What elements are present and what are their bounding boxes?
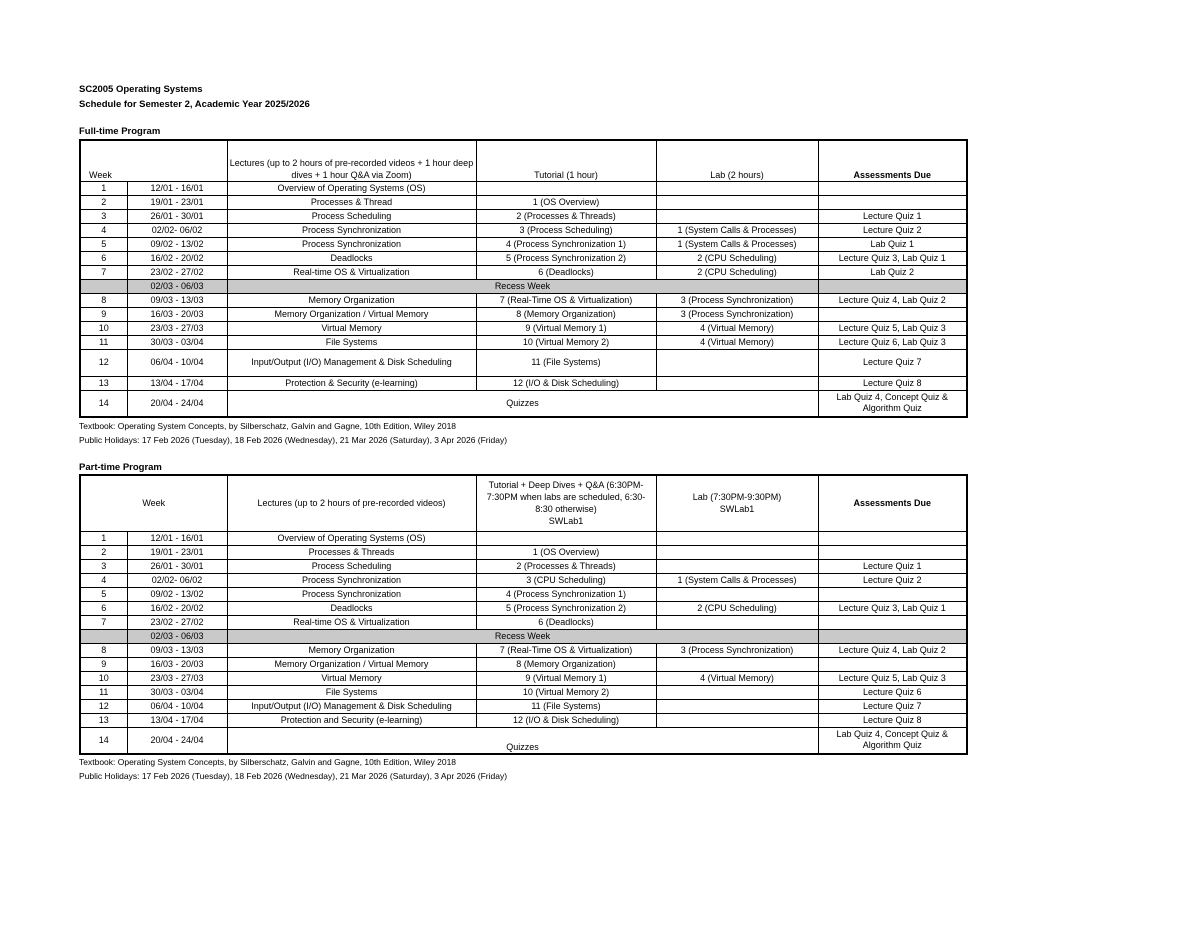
assessment-cell bbox=[818, 587, 967, 601]
table-row bbox=[80, 657, 967, 671]
lab-cell: 1 (System Calls & Processes) bbox=[656, 223, 818, 237]
table-row bbox=[80, 321, 967, 335]
recess-row bbox=[80, 629, 967, 643]
table-row bbox=[80, 349, 967, 376]
parttime-program-label: Part-time Program bbox=[79, 462, 162, 473]
table-row bbox=[80, 587, 967, 601]
assessment-cell: Lecture Quiz 1 bbox=[818, 209, 967, 223]
lecture-cell: Processes & Thread bbox=[227, 195, 476, 209]
assessment-cell bbox=[818, 531, 967, 545]
lab-cell bbox=[656, 545, 818, 559]
week-header: Week bbox=[80, 475, 227, 531]
tutorial-cell: 4 (Process Synchronization 1) bbox=[476, 237, 656, 251]
week-number-cell: 5 bbox=[80, 237, 127, 251]
schedule-title: Schedule for Semester 2, Academic Year 2025/2026 bbox=[79, 99, 310, 110]
recess-week-label: Recess Week bbox=[227, 629, 818, 643]
lab-cell bbox=[656, 587, 818, 601]
assessment-cell: Lecture Quiz 5, Lab Quiz 3 bbox=[818, 671, 967, 685]
week-number-cell: 3 bbox=[80, 209, 127, 223]
table-row bbox=[80, 713, 967, 727]
week-number-cell: 8 bbox=[80, 643, 127, 657]
week-number-cell: 2 bbox=[80, 195, 127, 209]
lecture-cell: Overview of Operating Systems (OS) bbox=[227, 181, 476, 195]
week-number-cell bbox=[80, 279, 127, 293]
week-number-cell: 9 bbox=[80, 657, 127, 671]
date-range-cell: 30/03 - 03/04 bbox=[127, 685, 227, 699]
date-range-cell: 06/04 - 10/04 bbox=[127, 699, 227, 713]
lab-cell: 4 (Virtual Memory) bbox=[656, 321, 818, 335]
lab-cell: 1 (System Calls & Processes) bbox=[656, 237, 818, 251]
tutorial-cell: 10 (Virtual Memory 2) bbox=[476, 335, 656, 349]
lab-header: Lab (2 hours) bbox=[656, 140, 818, 181]
date-range-cell: 19/01 - 23/01 bbox=[127, 195, 227, 209]
week-number-cell: 13 bbox=[80, 376, 127, 390]
parttime-textbook-note: Textbook: Operating System Concepts, by Silberschatz, Galvin and Gagne, 10th Edition, Wiley 2018 bbox=[79, 757, 457, 767]
tutorial-cell: 1 (OS Overview) bbox=[476, 195, 656, 209]
lecture-cell: Memory Organization / Virtual Memory bbox=[227, 657, 476, 671]
lab-cell bbox=[656, 657, 818, 671]
assessment-cell: Lecture Quiz 5, Lab Quiz 3 bbox=[818, 321, 967, 335]
parttime-schedule-body bbox=[80, 531, 967, 754]
date-range-cell: 20/04 - 24/04 bbox=[127, 390, 227, 417]
parttime-header-row bbox=[80, 475, 967, 531]
fulltime-schedule-table bbox=[79, 139, 968, 418]
table-row bbox=[80, 727, 967, 754]
tutorial-cell: 4 (Process Synchronization 1) bbox=[476, 587, 656, 601]
lecture-cell: Virtual Memory bbox=[227, 671, 476, 685]
lab-cell: 1 (System Calls & Processes) bbox=[656, 573, 818, 587]
date-range-cell: 12/01 - 16/01 bbox=[127, 181, 227, 195]
week-number-cell: 1 bbox=[80, 181, 127, 195]
lab-cell bbox=[656, 713, 818, 727]
date-range-cell: 12/01 - 16/01 bbox=[127, 531, 227, 545]
date-range-cell: 09/02 - 13/02 bbox=[127, 587, 227, 601]
table-row bbox=[80, 237, 967, 251]
table-row bbox=[80, 699, 967, 713]
table-row bbox=[80, 531, 967, 545]
fulltime-textbook-note: Textbook: Operating System Concepts, by Silberschatz, Galvin and Gagne, 10th Edition, Wiley 2018 bbox=[79, 421, 457, 431]
tutorial-cell: 8 (Memory Organization) bbox=[476, 307, 656, 321]
tutorial-cell: 6 (Deadlocks) bbox=[476, 615, 656, 629]
week-number-cell: 4 bbox=[80, 573, 127, 587]
lab-room: SWLab1 bbox=[719, 504, 755, 515]
table-row bbox=[80, 181, 967, 195]
tutorial-cell: 12 (I/O & Disk Scheduling) bbox=[476, 376, 656, 390]
date-range-cell: 19/01 - 23/01 bbox=[127, 545, 227, 559]
assessment-cell bbox=[818, 657, 967, 671]
lecture-cell: Memory Organization bbox=[227, 643, 476, 657]
table-row bbox=[80, 376, 967, 390]
assessment-cell: Lecture Quiz 8 bbox=[818, 376, 967, 390]
week-header: Week bbox=[80, 140, 227, 181]
assessment-cell bbox=[818, 545, 967, 559]
lectures-header: Lectures (up to 2 hours of pre-recorded videos + 1 hour deep dives + 1 hour Q&A via Zoom) bbox=[227, 140, 476, 181]
date-range-cell: 02/03 - 06/03 bbox=[127, 279, 227, 293]
date-range-cell: 23/02 - 27/02 bbox=[127, 615, 227, 629]
lecture-cell: Input/Output (I/O) Management & Disk Scheduling bbox=[227, 699, 476, 713]
date-range-cell: 23/02 - 27/02 bbox=[127, 265, 227, 279]
table-row bbox=[80, 390, 967, 417]
table-row bbox=[80, 195, 967, 209]
lab-header bbox=[656, 475, 818, 531]
assessment-cell: Lecture Quiz 4, Lab Quiz 2 bbox=[818, 293, 967, 307]
lecture-cell: File Systems bbox=[227, 335, 476, 349]
lab-cell bbox=[656, 699, 818, 713]
tutorial-cell: 3 (CPU Scheduling) bbox=[476, 573, 656, 587]
week-number-cell: 11 bbox=[80, 685, 127, 699]
date-range-cell: 20/04 - 24/04 bbox=[127, 727, 227, 754]
table-row bbox=[80, 335, 967, 349]
date-range-cell: 16/03 - 20/03 bbox=[127, 657, 227, 671]
tutorial-cell: 1 (OS Overview) bbox=[476, 545, 656, 559]
assessment-cell: Lecture Quiz 2 bbox=[818, 223, 967, 237]
week-number-cell: 4 bbox=[80, 223, 127, 237]
lab-cell bbox=[656, 349, 818, 376]
assessment-cell: Lab Quiz 4, Concept Quiz & Algorithm Quiz bbox=[818, 390, 967, 417]
lecture-cell: Real-time OS & Virtualization bbox=[227, 615, 476, 629]
week-number-cell bbox=[80, 629, 127, 643]
course-title: SC2005 Operating Systems bbox=[79, 84, 203, 95]
lab-cell: 2 (CPU Scheduling) bbox=[656, 265, 818, 279]
table-row bbox=[80, 685, 967, 699]
date-range-cell: 26/01 - 30/01 bbox=[127, 559, 227, 573]
assessment-cell: Lecture Quiz 3, Lab Quiz 1 bbox=[818, 251, 967, 265]
week-number-cell: 12 bbox=[80, 699, 127, 713]
table-row bbox=[80, 545, 967, 559]
week-number-cell: 10 bbox=[80, 671, 127, 685]
week-number-cell: 3 bbox=[80, 559, 127, 573]
table-row bbox=[80, 615, 967, 629]
assessments-header: Assessments Due bbox=[818, 140, 967, 181]
recess-week-label: Recess Week bbox=[227, 279, 818, 293]
assessment-cell bbox=[818, 615, 967, 629]
lab-cell bbox=[656, 531, 818, 545]
tutorial-cell: 7 (Real-Time OS & Virtualization) bbox=[476, 293, 656, 307]
tutorial-cell: 3 (Process Scheduling) bbox=[476, 223, 656, 237]
tutorial-room: SWLab1 bbox=[548, 516, 584, 527]
date-range-cell: 09/03 - 13/03 bbox=[127, 643, 227, 657]
assessment-cell bbox=[818, 307, 967, 321]
lecture-cell: Deadlocks bbox=[227, 601, 476, 615]
week-number-cell: 10 bbox=[80, 321, 127, 335]
week-number-cell: 14 bbox=[80, 727, 127, 754]
assessment-cell: Lecture Quiz 4, Lab Quiz 2 bbox=[818, 643, 967, 657]
tutorial-header-text: Tutorial + Deep Dives + Q&A (6:30PM-7:30PM when labs are scheduled, 6:30-8:30 otherwise) bbox=[486, 480, 646, 515]
lab-cell: 2 (CPU Scheduling) bbox=[656, 251, 818, 265]
assessment-cell: Lab Quiz 1 bbox=[818, 237, 967, 251]
assessment-cell: Lecture Quiz 7 bbox=[818, 349, 967, 376]
lab-cell bbox=[656, 685, 818, 699]
assessment-cell: Lecture Quiz 8 bbox=[818, 713, 967, 727]
week-number-cell: 13 bbox=[80, 713, 127, 727]
date-range-cell: 02/03 - 06/03 bbox=[127, 629, 227, 643]
table-row bbox=[80, 671, 967, 685]
week-number-cell: 1 bbox=[80, 531, 127, 545]
date-range-cell: 30/03 - 03/04 bbox=[127, 335, 227, 349]
week-number-cell: 6 bbox=[80, 251, 127, 265]
tutorial-cell: 12 (I/O & Disk Scheduling) bbox=[476, 713, 656, 727]
week-number-cell: 12 bbox=[80, 349, 127, 376]
date-range-cell: 16/02 - 20/02 bbox=[127, 601, 227, 615]
date-range-cell: 16/03 - 20/03 bbox=[127, 307, 227, 321]
lecture-cell: Overview of Operating Systems (OS) bbox=[227, 531, 476, 545]
week-number-cell: 6 bbox=[80, 601, 127, 615]
tutorial-cell: 11 (File Systems) bbox=[476, 349, 656, 376]
assessment-cell bbox=[818, 181, 967, 195]
assessment-cell: Lecture Quiz 7 bbox=[818, 699, 967, 713]
lecture-cell: Virtual Memory bbox=[227, 321, 476, 335]
recess-row bbox=[80, 279, 967, 293]
table-row bbox=[80, 251, 967, 265]
tutorial-cell bbox=[476, 181, 656, 195]
lecture-cell: Process Synchronization bbox=[227, 587, 476, 601]
lecture-cell: Deadlocks bbox=[227, 251, 476, 265]
lecture-cell: Process Scheduling bbox=[227, 559, 476, 573]
tutorial-cell: 5 (Process Synchronization 2) bbox=[476, 251, 656, 265]
week-number-cell: 8 bbox=[80, 293, 127, 307]
lab-cell: 3 (Process Synchronization) bbox=[656, 307, 818, 321]
lecture-cell: Memory Organization bbox=[227, 293, 476, 307]
tutorial-header bbox=[476, 475, 656, 531]
lab-cell bbox=[656, 181, 818, 195]
assessment-cell: Lecture Quiz 6 bbox=[818, 685, 967, 699]
date-range-cell: 02/02- 06/02 bbox=[127, 573, 227, 587]
table-row bbox=[80, 307, 967, 321]
assessments-header: Assessments Due bbox=[818, 475, 967, 531]
lecture-cell: Process Synchronization bbox=[227, 223, 476, 237]
tutorial-cell: 9 (Virtual Memory 1) bbox=[476, 671, 656, 685]
date-range-cell: 02/02- 06/02 bbox=[127, 223, 227, 237]
quizzes-cell: Quizzes bbox=[227, 727, 818, 754]
lecture-cell: Process Scheduling bbox=[227, 209, 476, 223]
assessment-cell: Lecture Quiz 2 bbox=[818, 573, 967, 587]
lab-cell: 4 (Virtual Memory) bbox=[656, 335, 818, 349]
fulltime-program-label: Full-time Program bbox=[79, 126, 161, 137]
fulltime-header-row bbox=[80, 140, 967, 181]
lab-cell bbox=[656, 376, 818, 390]
tutorial-cell: 7 (Real-Time OS & Virtualization) bbox=[476, 643, 656, 657]
date-range-cell: 13/04 - 17/04 bbox=[127, 376, 227, 390]
date-range-cell: 09/03 - 13/03 bbox=[127, 293, 227, 307]
week-number-cell: 9 bbox=[80, 307, 127, 321]
tutorial-cell: 5 (Process Synchronization 2) bbox=[476, 601, 656, 615]
date-range-cell: 06/04 - 10/04 bbox=[127, 349, 227, 376]
lab-cell: 3 (Process Synchronization) bbox=[656, 293, 818, 307]
table-row bbox=[80, 643, 967, 657]
lecture-cell: Process Synchronization bbox=[227, 573, 476, 587]
date-range-cell: 13/04 - 17/04 bbox=[127, 713, 227, 727]
assessment-cell: Lab Quiz 4, Concept Quiz & Algorithm Quiz bbox=[818, 727, 967, 754]
lab-cell bbox=[656, 615, 818, 629]
tutorial-cell: 10 (Virtual Memory 2) bbox=[476, 685, 656, 699]
parttime-schedule-table bbox=[79, 474, 968, 755]
date-range-cell: 23/03 - 27/03 bbox=[127, 671, 227, 685]
date-range-cell: 23/03 - 27/03 bbox=[127, 321, 227, 335]
fulltime-schedule-body bbox=[80, 181, 967, 417]
lecture-cell: Protection & Security (e-learning) bbox=[227, 376, 476, 390]
assessment-cell: Lecture Quiz 6, Lab Quiz 3 bbox=[818, 335, 967, 349]
week-number-cell: 7 bbox=[80, 265, 127, 279]
week-number-cell: 11 bbox=[80, 335, 127, 349]
assessment-cell: Lab Quiz 2 bbox=[818, 265, 967, 279]
tutorial-cell: 2 (Processes & Threads) bbox=[476, 559, 656, 573]
assessment-cell bbox=[818, 195, 967, 209]
table-row bbox=[80, 209, 967, 223]
week-number-cell: 7 bbox=[80, 615, 127, 629]
assessment-cell bbox=[818, 279, 967, 293]
assessment-cell bbox=[818, 629, 967, 643]
parttime-holidays-note: Public Holidays: 17 Feb 2026 (Tuesday), 18 Feb 2026 (Wednesday), 21 Mar 2026 (Saturday), 3 Apr 2026 (Friday) bbox=[79, 771, 508, 781]
lab-cell bbox=[656, 559, 818, 573]
lectures-header: Lectures (up to 2 hours of pre-recorded videos) bbox=[227, 475, 476, 531]
lab-cell bbox=[656, 195, 818, 209]
week-number-cell: 2 bbox=[80, 545, 127, 559]
quizzes-cell: Quizzes bbox=[227, 390, 818, 417]
table-row bbox=[80, 293, 967, 307]
table-row bbox=[80, 601, 967, 615]
tutorial-cell: 8 (Memory Organization) bbox=[476, 657, 656, 671]
lecture-cell: Processes & Threads bbox=[227, 545, 476, 559]
date-range-cell: 16/02 - 20/02 bbox=[127, 251, 227, 265]
table-row bbox=[80, 573, 967, 587]
tutorial-header: Tutorial (1 hour) bbox=[476, 140, 656, 181]
lecture-cell: Real-time OS & Virtualization bbox=[227, 265, 476, 279]
tutorial-cell bbox=[476, 531, 656, 545]
lab-header-text: Lab (7:30PM-9:30PM) bbox=[692, 492, 782, 503]
tutorial-cell: 11 (File Systems) bbox=[476, 699, 656, 713]
assessment-cell: Lecture Quiz 1 bbox=[818, 559, 967, 573]
table-row bbox=[80, 265, 967, 279]
lab-cell: 3 (Process Synchronization) bbox=[656, 643, 818, 657]
lab-cell bbox=[656, 209, 818, 223]
fulltime-holidays-note: Public Holidays: 17 Feb 2026 (Tuesday), 18 Feb 2026 (Wednesday), 21 Mar 2026 (Saturday), 3 Apr 2026 (Friday) bbox=[79, 435, 508, 445]
lab-cell: 4 (Virtual Memory) bbox=[656, 671, 818, 685]
lecture-cell: Memory Organization / Virtual Memory bbox=[227, 307, 476, 321]
lecture-cell: File Systems bbox=[227, 685, 476, 699]
tutorial-cell: 6 (Deadlocks) bbox=[476, 265, 656, 279]
lab-cell: 2 (CPU Scheduling) bbox=[656, 601, 818, 615]
date-range-cell: 09/02 - 13/02 bbox=[127, 237, 227, 251]
week-number-cell: 5 bbox=[80, 587, 127, 601]
week-number-cell: 14 bbox=[80, 390, 127, 417]
lecture-cell: Protection and Security (e-learning) bbox=[227, 713, 476, 727]
assessment-cell: Lecture Quiz 3, Lab Quiz 1 bbox=[818, 601, 967, 615]
tutorial-cell: 2 (Processes & Threads) bbox=[476, 209, 656, 223]
table-row bbox=[80, 223, 967, 237]
lecture-cell: Process Synchronization bbox=[227, 237, 476, 251]
table-row bbox=[80, 559, 967, 573]
date-range-cell: 26/01 - 30/01 bbox=[127, 209, 227, 223]
tutorial-cell: 9 (Virtual Memory 1) bbox=[476, 321, 656, 335]
lecture-cell: Input/Output (I/O) Management & Disk Scheduling bbox=[227, 349, 476, 376]
